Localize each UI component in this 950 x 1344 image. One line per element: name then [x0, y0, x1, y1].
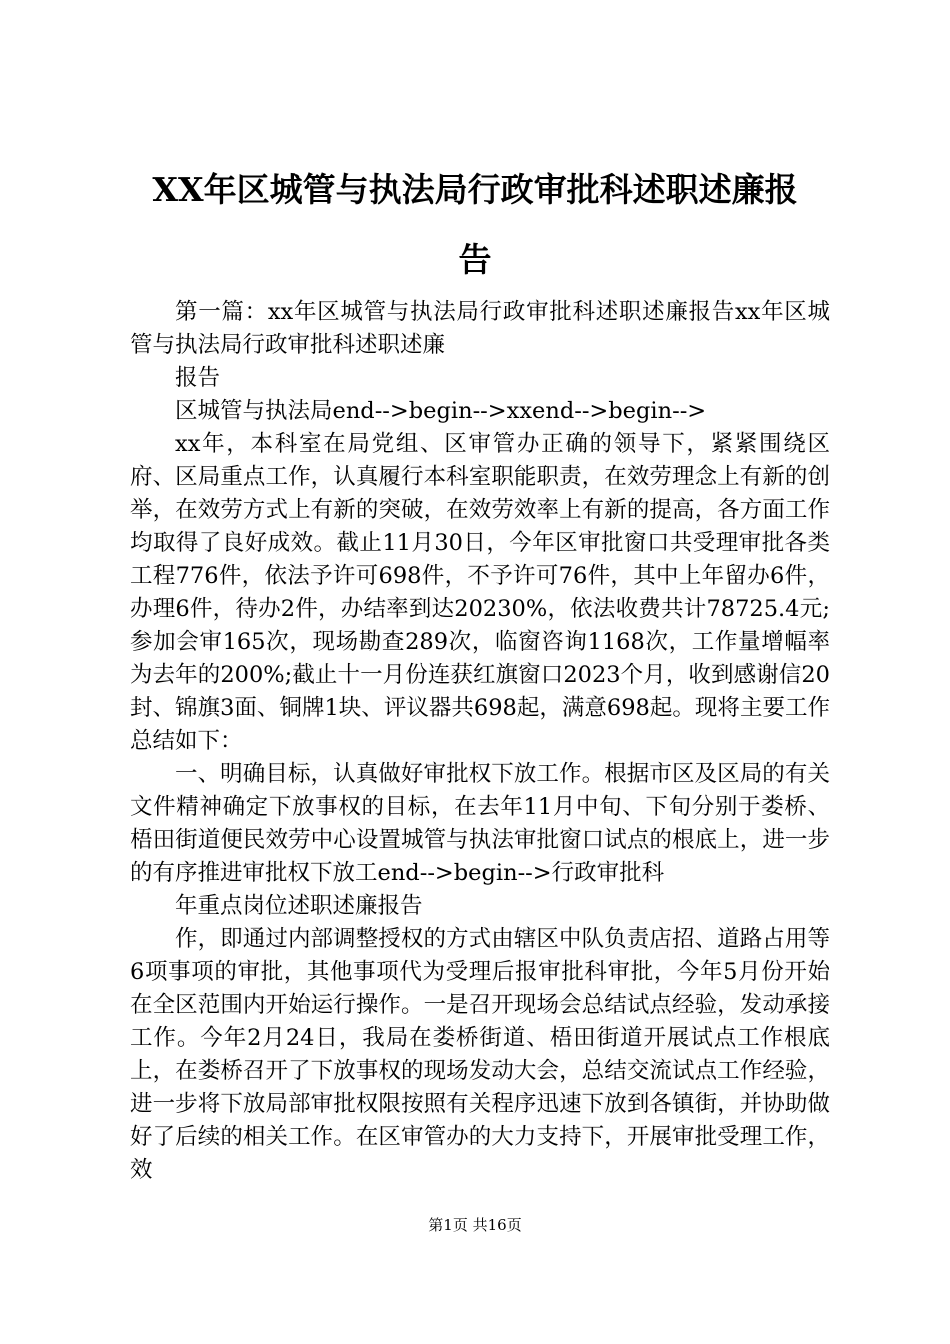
paragraph: 一、明确目标，认真做好审批权下放工作。根据市区及区局的有关文件精神确定下放事权的目标，在去年11月中旬、下旬分别于娄桥、梧田街道便民效劳中心设置城管与执法审批窗口试点的根底上，进一步的有序推进审批权下放工end-->begin-->行政审批科: [130, 761, 830, 886]
paragraph: 报告: [175, 365, 221, 391]
paragraph: 第一篇：xx年区城管与执法局行政审批科述职述廉报告xx年区城管与执法局行政审批科述职述廉: [130, 299, 830, 358]
paragraph: xx年，本科室在局党组、区审管办正确的领导下，紧紧围绕区府、区局重点工作，认真履行本科室职能职责，在效劳理念上有新的创举，在效劳方式上有新的突破，在效劳效率上有新的提高，各方面工作均取得了良好成效。截止11月30日，今年区审批窗口共受理审批各类工程776件，依法予许可698件，不予许可76件，其中上年留办6件，办理6件，待办2件，办结率到达20230%，依法收费共计78725.4元;参加会审165次，现场勘查289次，临窗咨询1168次，工作量增幅率为去年的200%;截止十一月份连获红旗窗口2023个月，收到感谢信20封、锦旗3面、铜牌1块、评议器共698起，满意698起。现将主要工作总结如下：: [130, 431, 830, 754]
paragraph: 区城管与执法局end-->begin-->xxend-->begin-->: [175, 398, 707, 424]
document-body: [130, 296, 830, 1187]
page-number: 第1页 共16页: [428, 1216, 522, 1234]
paragraph: 作，即通过内部调整授权的方式由辖区中队负责店招、道路占用等6项事项的审批，其他事项代为受理后报审批科审批，今年5月份开始在全区范围内开始运行操作。一是召开现场会总结试点经验，发动承接工作。今年2月24日，我局在娄桥街道、梧田街道开展试点工作根底上，在娄桥召开了下放事权的现场发动大会，总结交流试点工作经验，进一步将下放局部审批权限按照有关程序迅速下放到各镇街，并协助做好了后续的相关工作。在区审管办的大力支持下，开展审批受理工作，效: [130, 926, 830, 1183]
document-title-line2: 告: [458, 240, 492, 279]
document-title-line1: XX年区城管与执法局行政审批科述职述廉报: [152, 170, 798, 209]
paragraph: 年重点岗位述职述廉报告: [175, 893, 423, 919]
